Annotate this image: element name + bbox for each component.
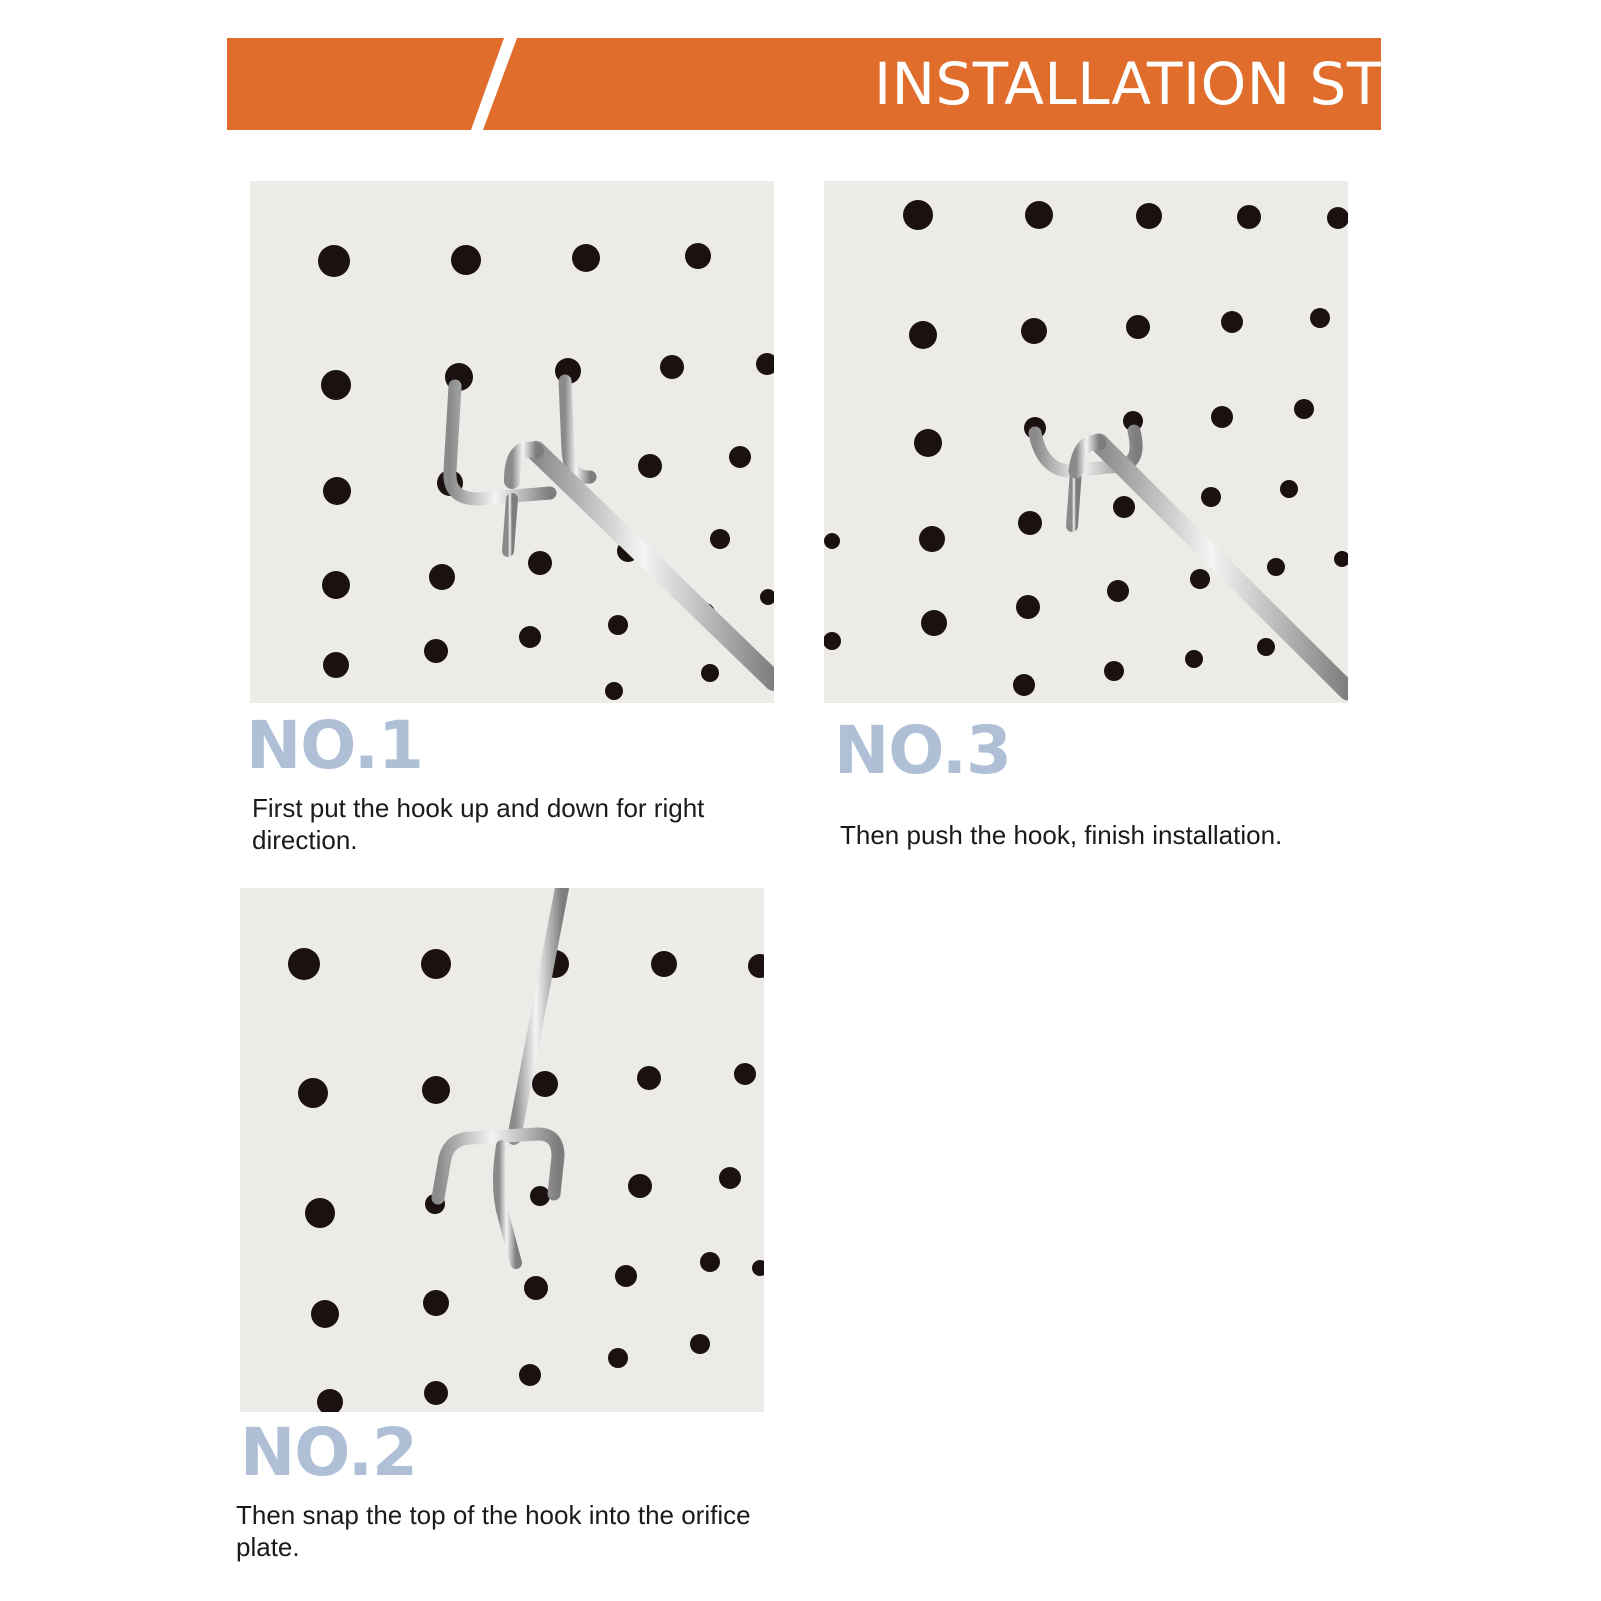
step-2-description: Then snap the top of the hook into the orifice plate. [236, 1500, 751, 1562]
step-1-label: NO.1 [246, 707, 423, 784]
step-3-description: Then push the hook, finish installation. [840, 820, 1283, 850]
step-3-photo [824, 181, 1348, 703]
step-2-label: NO.2 [240, 1414, 417, 1491]
step-1-photo [250, 181, 774, 703]
banner-title: INSTALLATION STEPS [874, 50, 1493, 118]
step-1-description: First put the hook up and down for right direction. [252, 793, 705, 855]
step-2-photo [240, 888, 764, 1412]
section-banner [227, 38, 1493, 130]
step-3-label: NO.3 [834, 712, 1011, 789]
